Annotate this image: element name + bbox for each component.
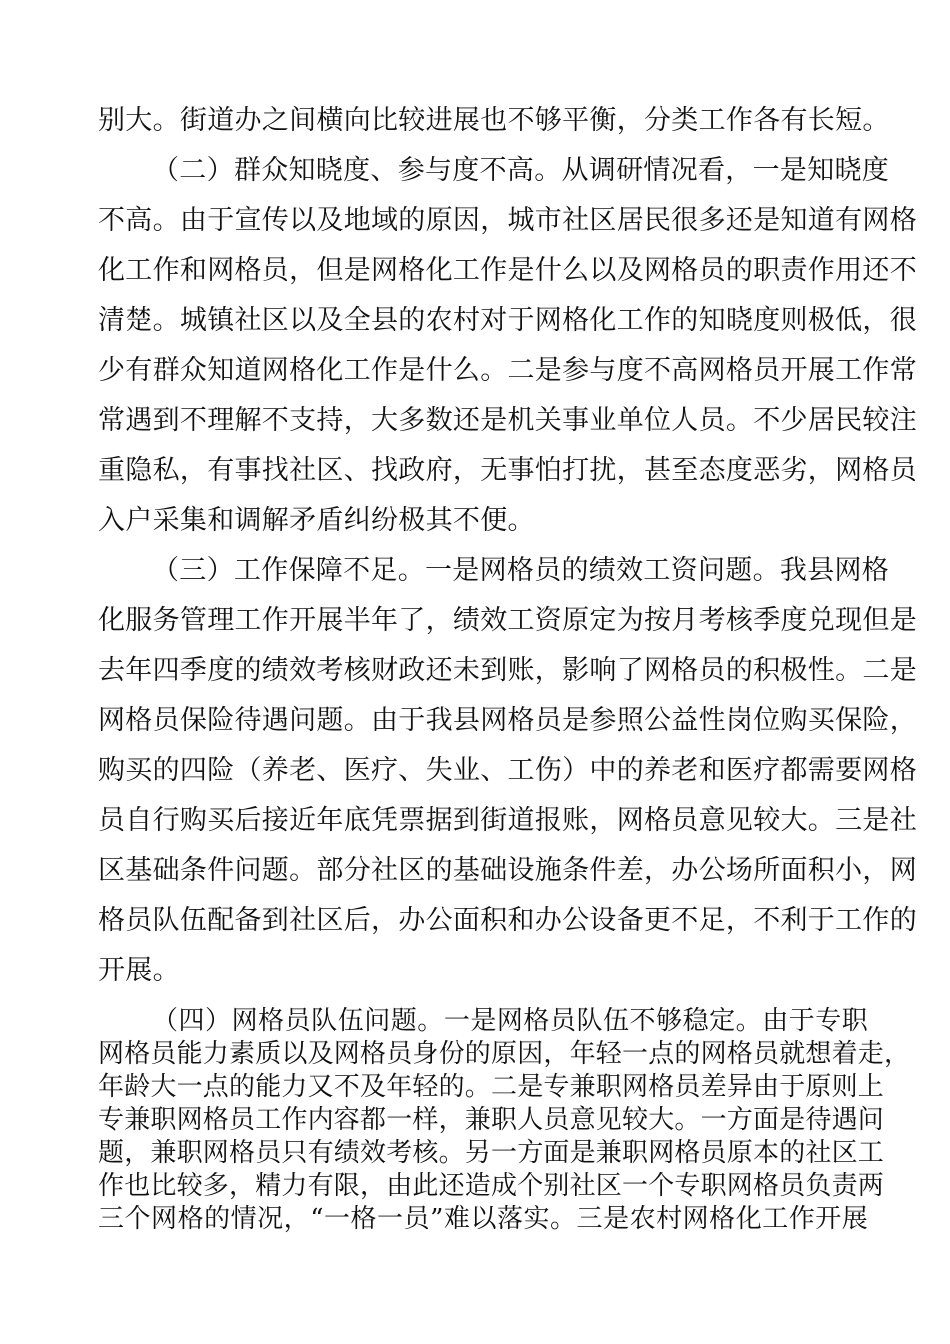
text-line: 少有群众知道网格化工作是什么。二是参与度不高网格员开展工作常 [98,355,917,386]
text-line: 清楚。城镇社区以及全县的农村对于网格化工作的知晓度则极低，很 [98,305,917,336]
text-line: 化工作和网格员，但是网格化工作是什么以及网格员的职责作用还不 [98,255,917,286]
text-line: 格员队伍配备到社区后，办公面积和办公设备更不足，不利于工作的 [98,905,917,936]
text-line: 开展。 [98,955,180,986]
text-line: 不高。由于宣传以及地域的原因，城市社区居民很多还是知道有网格 [98,205,917,236]
text-line: 网格员能力素质以及网格员身份的原因，年轻一点的网格员就想着走， [98,1039,911,1069]
text-line: 题，兼职网格员只有绩效考核。另一方面是兼职网格员原本的社区工 [98,1138,885,1168]
text-line: 购买的四险（养老、医疗、失业、工伤）中的养老和医疗都需要网格 [98,755,917,786]
section-heading-line: （四）网格员队伍问题。一是网格员队伍不够稳定。由于专职 [152,1006,868,1036]
text-line: 化服务管理工作开展半年了，绩效工资原定为按月考核季度兑现但是 [98,605,917,636]
text-line: 入户采集和调解矛盾纠纷极其不便。 [98,505,535,536]
text-line: 重隐私，有事找社区、找政府，无事怕打扰，甚至态度恶劣，网格员 [98,455,917,486]
text-line: 网格员保险待遇问题。由于我县网格员是参照公益性岗位购买保险， [98,705,917,736]
text-line: 专兼职网格员工作内容都一样，兼职人员意见较大。一方面是待遇问 [98,1105,885,1135]
text-line: 去年四季度的绩效考核财政还未到账，影响了网格员的积极性。二是 [98,655,917,686]
section-heading-line: （三）工作保障不足。一是网格员的绩效工资问题。我县网格 [152,555,890,586]
section-heading-line: （二）群众知晓度、参与度不高。从调研情况看，一是知晓度 [152,155,890,186]
text-line: 员自行购买后接近年底凭票据到街道报账，网格员意见较大。三是社 [98,805,917,836]
text-line: 区基础条件问题。部分社区的基础设施条件差，办公场所面积小，网 [98,855,917,886]
text-line: 常遇到不理解不支持，大多数还是机关事业单位人员。不少居民较注 [98,405,917,436]
text-line: 三个网格的情况，“一格一员”难以落实。三是农村网格化工作开展 [98,1204,868,1234]
text-line: 作也比较多，精力有限，由此还造成个别社区一个专职网格员负责两 [98,1171,885,1201]
text-line: 年龄大一点的能力又不及年轻的。二是专兼职网格员差异由于原则上 [98,1072,885,1102]
text-line: 别大。街道办之间横向比较进展也不够平衡，分类工作各有长短。 [98,105,890,136]
